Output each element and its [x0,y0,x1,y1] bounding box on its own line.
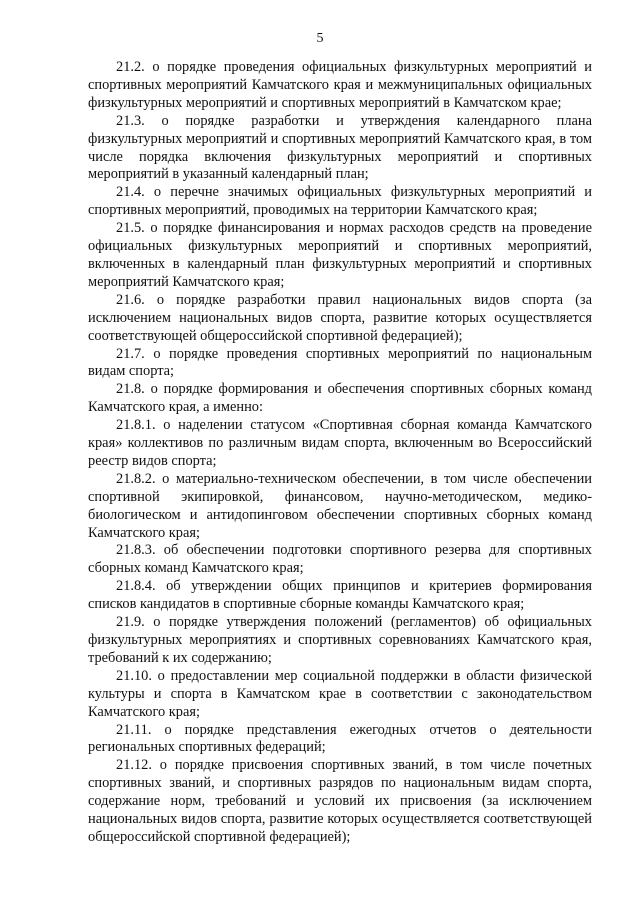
paragraph-21-8-2: 21.8.2. о материально-техническом обеспечении, в том числе обеспечении спортивной экипировкой, финансовом, научно-методическом, медико-биологическом и антидопинговом обеспечении спортивных сборных команд Камчатского края; [88,470,592,541]
paragraph-21-8-4: 21.8.4. об утверждении общих принципов и критериев формирования списков кандидатов в спортивные сборные команды Камчатского края; [88,578,592,613]
page-number: 5 [316,31,324,46]
document-body [88,59,592,847]
paragraph-21-3: 21.3. о порядке разработки и утверждения календарного плана физкультурных мероприятий и спортивных мероприятий Камчатского края, в том числе порядка включения физкультурных мероприятий и спортивных мероприятий в указанный календарный план; [88,112,592,183]
paragraph-21-8: 21.8. о порядке формирования и обеспечения спортивных сборных команд Камчатского края, а именно: [88,381,592,416]
paragraph-21-6: 21.6. о порядке разработки правил национальных видов спорта (за исключением национальных видов спорта, развитие которых осуществляется соответствующей общероссийской спортивной федерацией); [88,291,592,344]
paragraph-21-8-3: 21.8.3. об обеспечении подготовки спортивного резерва для спортивных сборных команд Камчатского края; [88,542,592,577]
paragraph-21-2: 21.2. о порядке проведения официальных физкультурных мероприятий и спортивных мероприятий Камчатского края и межмуниципальных официальных физкультурных мероприятий и спортивных мероприятий в Камчатском крае; [88,59,592,111]
paragraph-21-11: 21.11. о порядке представления ежегодных отчетов о деятельности региональных спортивных федераций; [88,721,592,756]
paragraph-21-9: 21.9. о порядке утверждения положений (регламентов) об официальных физкультурных мероприятиях и спортивных соревнованиях Камчатского края, требований к их содержанию; [88,614,592,666]
paragraph-21-8-1: 21.8.1. о наделении статусом «Спортивная сборная команда Камчатского края» коллективов по различным видам спорта, включенным во Всероссийский реестр видов спорта; [88,417,592,469]
paragraph-21-5: 21.5. о порядке финансирования и нормах расходов средств на проведение официальных физкультурных мероприятий и спортивных мероприятий, включенных в календарный план физкультурных мероприятий и спортивных мероприятий Камчатского края; [88,220,592,290]
paragraph-21-10: 21.10. о предоставлении мер социальной поддержки в области физической культуры и спорта в Камчатском крае в соответствии с законодательством Камчатского края; [88,667,592,720]
paragraph-21-7: 21.7. о порядке проведения спортивных мероприятий по национальным видам спорта; [88,345,592,380]
paragraph-21-4: 21.4. о перечне значимых официальных физкультурных мероприятий и спортивных мероприятий, проводимых на территории Камчатского края; [88,184,592,219]
paragraph-21-12: 21.12. о порядке присвоения спортивных званий, в том числе почетных спортивных званий, и спортивных разрядов по национальным видам спорта, содержание норм, требований и условий их присвоения (за исключением национальных видов спорта, развитие которых осуществляется соответствующей общероссийской спортивной федерацией); [88,757,592,845]
